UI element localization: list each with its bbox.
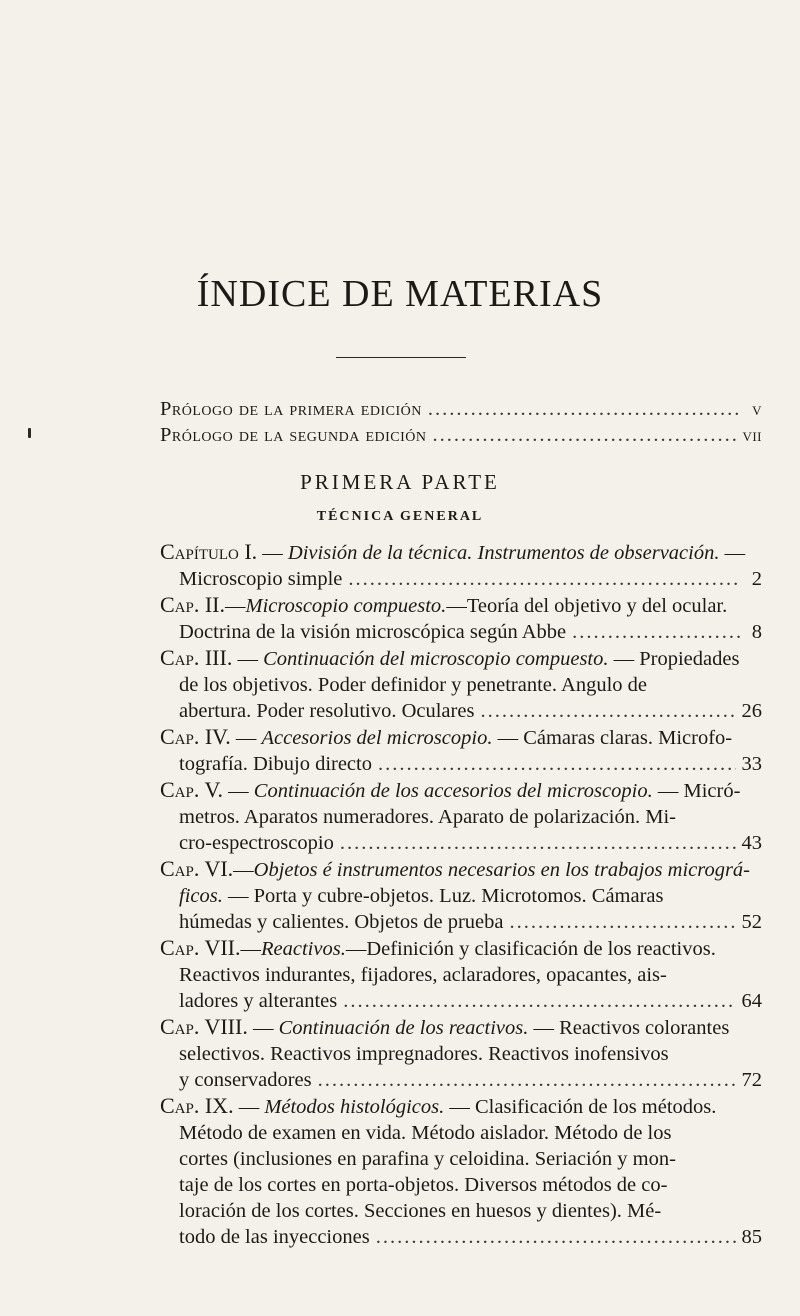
toc-entry-prologo-1: [160, 396, 762, 422]
leader-dots: [509, 909, 735, 935]
chapter-desc: tografía. Dibujo directo: [179, 753, 372, 775]
chapter-title: Microscopio compuesto.: [245, 595, 447, 617]
part-subtitle: TÉCNICA GENERAL: [316, 509, 484, 524]
chapter-desc: metros. Aparatos numeradores. Aparato de polarización. Mi-: [179, 806, 676, 828]
toc-page-number: 72: [741, 1069, 762, 1091]
chapter-desc: taje de los cortes en porta-objetos. Diversos métodos de co-: [179, 1174, 668, 1196]
chapter-desc: Doctrina de la visión microscópica según Abbe: [179, 621, 567, 643]
toc-page-number: 85: [741, 1226, 762, 1248]
leader-dots: [433, 422, 737, 448]
chapter-label: Cap. II.: [160, 592, 226, 617]
toc-entry-chapter-9: [160, 1093, 762, 1250]
chapter-desc: — Reactivos colorantes: [528, 1017, 730, 1039]
chapter-title: Métodos histológicos.: [264, 1096, 445, 1118]
leader-dots: [340, 830, 736, 856]
chapter-desc: y conservadores: [179, 1069, 312, 1091]
separator: —: [257, 542, 288, 564]
chapter-desc: —: [719, 542, 746, 564]
chapter-label: Cap. IX.: [160, 1093, 234, 1118]
leader-dots: [480, 698, 735, 724]
chapter-desc: de los objetivos. Poder definidor y penetrante. Angulo de: [179, 674, 647, 696]
chapter-desc: abertura. Poder resolutivo. Oculares: [179, 700, 475, 722]
chapter-desc: húmedas y calientes. Objetos de prueba: [179, 911, 504, 933]
chapter-desc: todo de las inyecciones: [179, 1226, 370, 1248]
chapter-label: Cap. VI.: [160, 856, 234, 881]
separator: —: [233, 859, 254, 881]
chapter-title: Continuación de los accesorios del microscopio.: [253, 780, 653, 802]
toc-entry-chapter-7: [160, 935, 762, 1014]
leader-dots: [343, 988, 735, 1014]
chapter-desc: loración de los cortes. Secciones en huesos y dientes). Mé-: [179, 1200, 662, 1222]
chapter-label: Cap. V.: [160, 777, 224, 802]
toc-page-number: 43: [741, 832, 762, 854]
chapter-title: Objetos é instrumentos necesarios en los trabajos micrográ-: [253, 859, 751, 881]
toc-page-number: 33: [741, 753, 762, 775]
toc-entry-label: Prólogo de la segunda edición: [160, 424, 427, 446]
separator: —: [240, 938, 261, 960]
chapter-desc: — Micró-: [652, 780, 741, 802]
chapter-label: Cap. III.: [160, 645, 233, 670]
part-title: PRIMERA PARTE: [300, 470, 500, 494]
toc-entry-chapter-5: [160, 777, 762, 856]
toc-page-number: 26: [741, 700, 762, 722]
toc-page-number: 52: [741, 911, 762, 933]
chapter-title: Continuación del microscopio compuesto.: [263, 648, 609, 670]
chapter-title-cont: ficos.: [179, 885, 223, 907]
leader-dots: [428, 396, 740, 422]
chapter-title: Accesorios del microscopio.: [261, 727, 493, 749]
chapter-desc: selectivos. Reactivos impregnadores. Reactivos inofensivos: [179, 1043, 669, 1065]
chapter-desc: — Clasificación de los métodos.: [444, 1096, 717, 1118]
toc-page-number: 64: [741, 990, 762, 1012]
chapter-label: Capítulo I.: [160, 539, 258, 564]
title-rule: [336, 357, 466, 358]
toc-page-number: 2: [751, 568, 762, 590]
chapter-desc: — Cámaras claras. Microfo-: [492, 727, 733, 749]
separator: —: [223, 780, 254, 802]
toc-page-number: vii: [742, 425, 762, 445]
chapter-desc: —Definición y clasificación de los reactivos.: [345, 938, 716, 960]
chapter-label: Cap. VII.: [160, 935, 241, 960]
toc-page-number: v: [752, 399, 762, 419]
separator: —: [233, 1096, 265, 1118]
chapter-title: División de la técnica. Instrumentos de observación.: [287, 542, 720, 564]
toc-page-number: 8: [751, 621, 762, 643]
chapter-label: Cap. IV.: [160, 724, 231, 749]
separator: —: [247, 1017, 279, 1039]
leader-dots: [378, 751, 736, 777]
toc-entry-prologo-2: [160, 422, 762, 448]
chapter-label: Cap. VIII.: [160, 1014, 248, 1039]
separator: —: [225, 595, 246, 617]
chapter-desc: — Propiedades: [608, 648, 740, 670]
separator: —: [232, 648, 264, 670]
chapter-title: Reactivos.: [261, 938, 346, 960]
chapter-desc: cro-espectroscopio: [179, 832, 334, 854]
chapter-desc: — Porta y cubre-objetos. Luz. Microtomos. Cámaras: [222, 885, 664, 907]
page-title: ÍNDICE DE MATERIAS: [196, 273, 604, 315]
toc-entry-chapter-2: [160, 592, 762, 645]
margin-mark: [28, 428, 31, 438]
toc-entry-chapter-8: [160, 1014, 762, 1093]
chapter-desc: Microscopio simple: [179, 568, 343, 590]
toc-entry-chapter-1: [160, 539, 762, 592]
toc-entry-chapter-6: [160, 856, 762, 935]
toc-entry-label: Prólogo de la primera edición: [160, 398, 422, 420]
separator: —: [230, 727, 262, 749]
chapter-desc: cortes (inclusiones en parafina y celoidina. Seriación y mon-: [179, 1148, 676, 1170]
chapter-desc: Método de examen en vida. Método aislador. Método de los: [179, 1122, 672, 1144]
leader-dots: [348, 566, 740, 592]
chapter-desc: ladores y alterantes: [179, 990, 338, 1012]
chapter-desc: Reactivos indurantes, fijadores, aclaradores, opacantes, ais-: [179, 964, 667, 986]
toc-entry-chapter-3: [160, 645, 762, 724]
leader-dots: [376, 1224, 736, 1250]
chapter-title: Continuación de los reactivos.: [278, 1017, 529, 1039]
toc-entry-chapter-4: [160, 724, 762, 777]
chapter-desc: —Teoría del objetivo y del ocular.: [446, 595, 728, 617]
leader-dots: [318, 1067, 736, 1093]
leader-dots: [572, 619, 740, 645]
